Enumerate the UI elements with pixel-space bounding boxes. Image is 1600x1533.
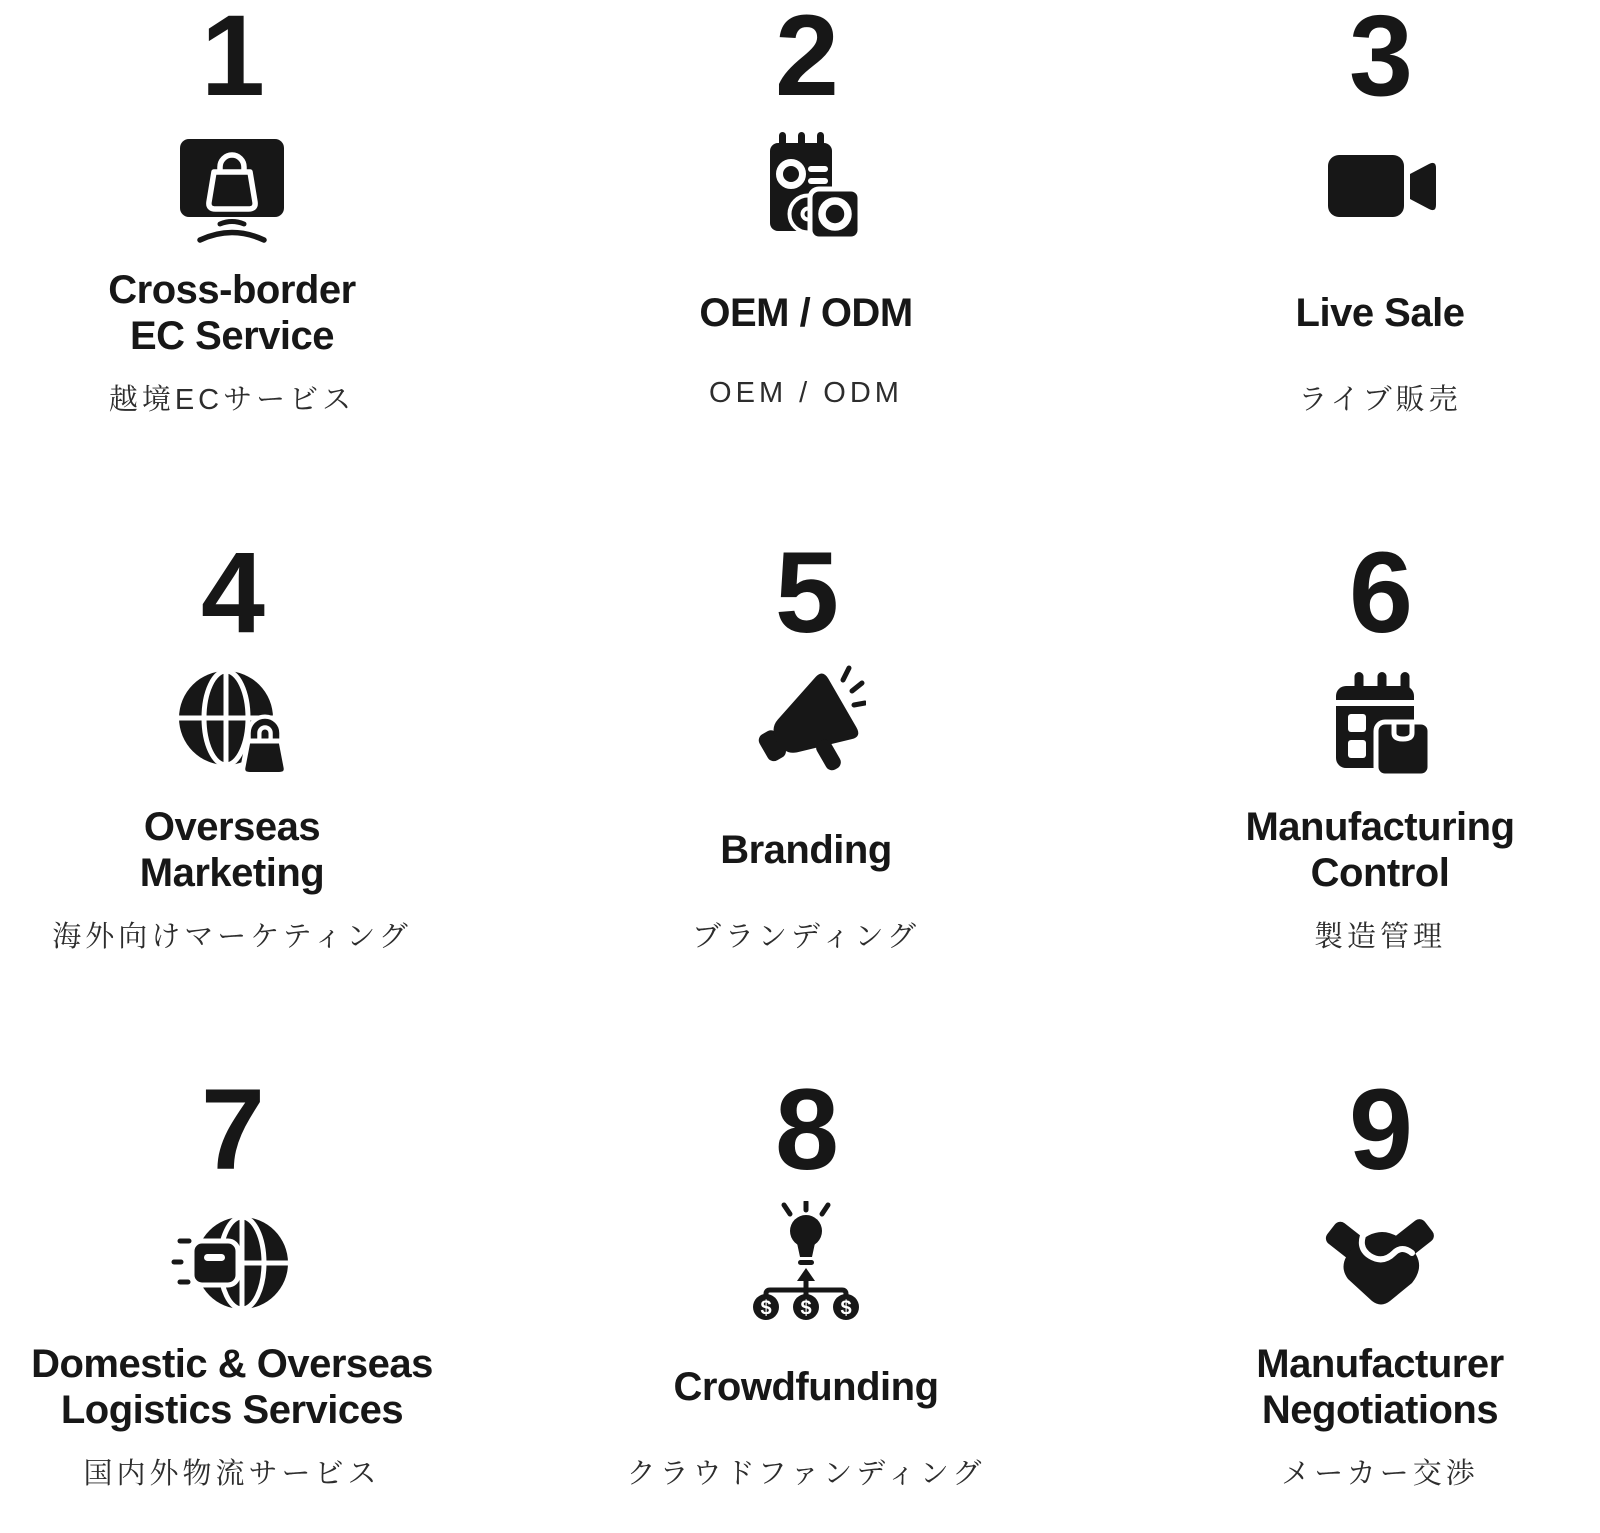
service-number: 4 — [201, 529, 263, 657]
service-title: Crowdfunding — [673, 1365, 939, 1410]
order-sheet-mug-icon — [736, 127, 876, 247]
handshake-icon — [1310, 1201, 1450, 1321]
service-card — [1093, 529, 1600, 1074]
service-subtitle-ja: 海外向けマーケティング — [52, 921, 412, 954]
svg-text:$: $ — [800, 1297, 812, 1320]
service-subtitle-ja: 越境ECサービス — [108, 384, 356, 417]
service-card — [1093, 1066, 1600, 1533]
service-subtitle-ja: 国内外物流サービス — [83, 1458, 381, 1491]
crowdfunding-bulb-coins-icon — [736, 1201, 876, 1321]
monitor-shopping-bag-icon — [162, 127, 302, 247]
service-card — [1093, 0, 1600, 537]
service-title: Manufacturer Negotiations — [1256, 1341, 1504, 1433]
svg-text:$: $ — [760, 1297, 772, 1320]
service-number: 6 — [1349, 529, 1411, 657]
service-title: Overseas Marketing — [139, 804, 325, 896]
calendar-package-icon — [1310, 664, 1450, 784]
service-number: 2 — [775, 0, 837, 120]
service-card — [519, 0, 1093, 537]
service-card — [519, 529, 1093, 1074]
service-title: OEM / ODM — [699, 291, 913, 336]
service-subtitle-ja: クラウドファンディング — [626, 1458, 986, 1491]
service-title: Domestic & Overseas Logistics Services — [31, 1341, 433, 1433]
service-number: 5 — [775, 529, 837, 657]
service-title: Cross-border EC Service — [108, 267, 356, 359]
service-subtitle-ja: ブランディング — [691, 921, 921, 954]
service-title: Branding — [720, 828, 892, 873]
service-number: 1 — [201, 0, 263, 120]
service-card — [0, 0, 519, 537]
service-subtitle-ja: メーカー交渉 — [1281, 1458, 1479, 1491]
globe-shopping-bag-icon — [162, 664, 302, 784]
svg-text:$: $ — [840, 1297, 852, 1320]
video-camera-icon — [1310, 127, 1450, 247]
service-card — [0, 529, 519, 1074]
service-number: 3 — [1349, 0, 1411, 120]
service-title: Live Sale — [1295, 291, 1465, 336]
service-card — [519, 1066, 1093, 1533]
service-number: 7 — [201, 1066, 263, 1194]
service-subtitle-ja: 製造管理 — [1313, 921, 1446, 954]
service-title: Manufacturing Control — [1245, 804, 1515, 896]
service-card — [0, 1066, 519, 1533]
service-subtitle-ja: OEM / ODM — [709, 377, 903, 410]
service-number: 8 — [775, 1066, 837, 1194]
megaphone-icon — [736, 664, 876, 784]
service-number: 9 — [1349, 1066, 1411, 1194]
service-subtitle-ja: ライブ販売 — [1298, 384, 1462, 417]
globe-shipping-box-icon — [162, 1201, 302, 1321]
